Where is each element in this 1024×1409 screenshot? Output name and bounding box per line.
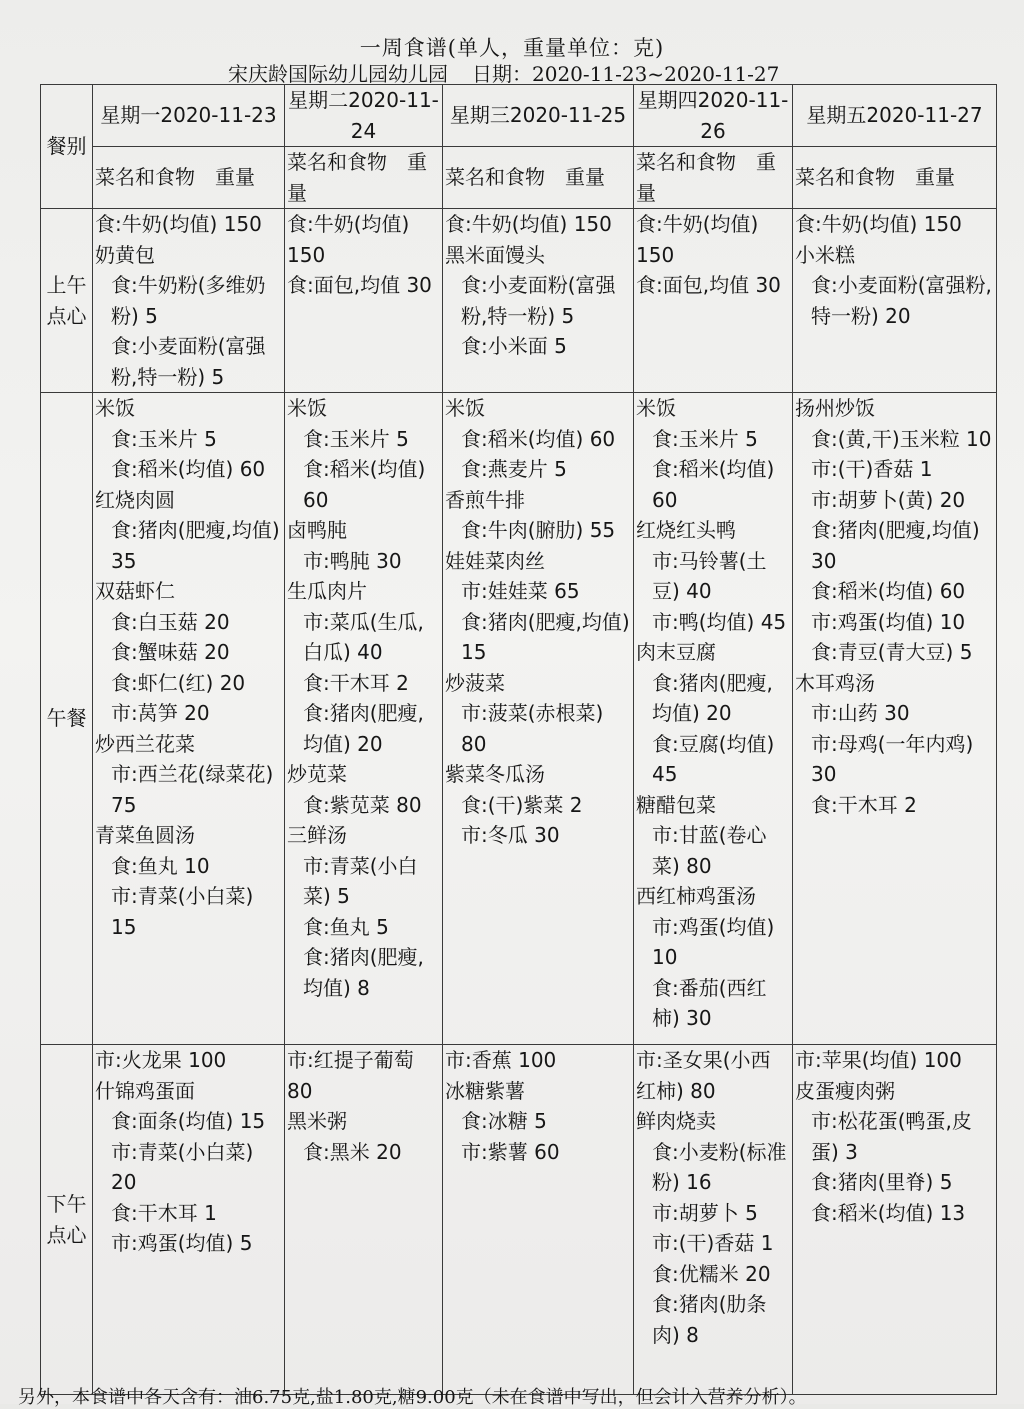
dish-name: 奶黄包 (95, 242, 155, 267)
ingredient-line: 市:菠菜(赤根菜) 80 (461, 701, 610, 756)
ingredient-line: 市:胡萝卜 5 (652, 1200, 758, 1225)
ingredient-line: 食:青豆(青大豆) 5 (811, 640, 973, 664)
ingredient-line: 市:青菜(小白菜) 20 (111, 1139, 260, 1194)
footer-note: 另外，本食谱中各天含有：油6.75克,盐1.80克,糖9.00克（未在食谱中写出，但会计入营养分析）。 (18, 1387, 807, 1408)
ingredient-line: 食:番茄(西红柿) 30 (652, 975, 767, 1030)
ingredient-line: 市:青菜(小白菜) 15 (111, 884, 260, 939)
meal-type-label: 下午点心 (41, 1045, 93, 1395)
date-range: 日期：2020-11-23~2020-11-27 (472, 62, 780, 86)
dish-name: 三鲜汤 (287, 823, 347, 847)
day-header: 星期一2020-11-23 (93, 85, 285, 147)
menu-cell (93, 209, 285, 393)
ingredient-line: 食:优糯米 20 (652, 1261, 771, 1286)
ingredient-line: 市:鸡蛋(均值) 10 (811, 609, 966, 634)
ingredient-line: 食:牛奶粉(多维奶粉) 5 (111, 273, 266, 328)
dish-name: 青菜鱼圆汤 (95, 823, 195, 847)
column-subheader: 菜名和食物 重量 (93, 147, 285, 209)
menu-cell (793, 1045, 997, 1395)
ingredient-line: 市:西兰花(绿菜花) 75 (111, 762, 280, 817)
column-subheader: 菜名和食物 重量 (443, 147, 634, 209)
ingredient-line: 食:牛肉(腑肋) 55 (461, 518, 616, 542)
dish-name: 糖醋包菜 (636, 792, 716, 817)
dish-name: 黑米面馒头 (445, 242, 545, 267)
menu-cell (443, 209, 634, 393)
ingredient-line: 市:鸡蛋(均值) 10 (652, 914, 781, 969)
dish-name: 食:面包,均值 30 (287, 273, 432, 297)
ingredient-line: 食:面条(均值) 15 (111, 1109, 266, 1133)
ingredient-line: 食:紫苋菜 80 (303, 792, 422, 817)
dish-name: 食:面包,均值 30 (636, 273, 781, 297)
dish-name: 红烧红头鸭 (636, 518, 736, 542)
dish-name: 市:香蕉 100 (445, 1048, 557, 1072)
dish-name: 鲜肉烧卖 (636, 1109, 716, 1133)
dish-name: 米饭 (287, 396, 327, 420)
ingredient-line: 食:白玉菇 20 (111, 609, 230, 634)
column-subheader: 菜名和食物 重量 (285, 147, 443, 209)
ingredient-line: 市:鸭肫 30 (303, 548, 402, 573)
ingredient-line: 食:干木耳 2 (811, 792, 917, 817)
menu-cell (443, 1045, 634, 1395)
ingredient-line: 食:虾仁(红) 20 (111, 670, 246, 695)
dish-name: 卤鸭肫 (287, 518, 347, 542)
dish-name: 生瓜肉片 (287, 579, 367, 603)
ingredient-line: 食:小麦面粉(富强粉,特一粉) 5 (461, 273, 616, 328)
ingredient-line: 食:(干)紫菜 2 (461, 792, 583, 817)
dish-name: 双菇虾仁 (95, 579, 175, 603)
dish-name: 西红柿鸡蛋汤 (636, 884, 756, 908)
ingredient-line: 食:猪肉(肥瘦,均值) 20 (652, 670, 773, 725)
ingredient-line: 市:鸡蛋(均值) 5 (111, 1231, 253, 1255)
dish-name: 米饭 (445, 396, 485, 420)
ingredient-line: 市:莴笋 20 (111, 701, 210, 725)
menu-cell (93, 1045, 285, 1395)
page-title: 一周食谱(单人，重量单位：克) (359, 36, 665, 60)
ingredient-line: 市:(干)香菇 1 (652, 1231, 774, 1255)
ingredient-line: 食:玉米片 5 (652, 426, 758, 451)
ingredient-line: 食:(黄,干)玉米粒 10 (811, 426, 992, 451)
dish-name: 市:苹果(均值) 100 (795, 1048, 962, 1072)
day-header-row (41, 85, 997, 147)
ingredient-line: 食:小麦面粉(富强粉,特一粉) 5 (111, 334, 266, 389)
dish-name: 炒西兰花菜 (95, 731, 195, 756)
ingredient-line: 市:鸭(均值) 45 (652, 609, 787, 634)
dish-name: 小米糕 (795, 242, 855, 267)
ingredient-line: 市:松花蛋(鸭蛋,皮蛋) 3 (811, 1109, 972, 1164)
school-name: 宋庆龄国际幼儿园幼儿园 (228, 62, 448, 86)
ingredient-line: 食:稻米(均值) 60 (303, 457, 432, 512)
dish-name: 炒菠菜 (445, 670, 505, 695)
ingredient-line: 食:玉米片 5 (303, 426, 409, 451)
menu-cell (793, 393, 997, 1045)
dish-name: 食:牛奶(均值) 150 (95, 212, 262, 236)
menu-cell (443, 393, 637, 1045)
ingredient-line: 食:猪肉(里脊) 5 (811, 1170, 953, 1194)
ingredient-line: 食:豆腐(均值) 45 (652, 731, 781, 786)
dish-name: 娃娃菜肉丝 (445, 548, 545, 573)
meal-row (41, 209, 997, 393)
column-subheader-row (41, 147, 997, 209)
dish-name: 米饭 (636, 396, 676, 420)
column-subheader: 菜名和食物 重量 (634, 147, 793, 209)
dish-name: 紫菜冬瓜汤 (445, 762, 545, 786)
menu-cell (285, 393, 443, 1045)
dish-name: 红烧肉圆 (95, 487, 175, 512)
dish-name: 食:牛奶(均值) 150 (445, 212, 612, 236)
ingredient-line: 市:娃娃菜 65 (461, 579, 580, 603)
ingredient-line: 食:猪肉(肥瘦,均值) 15 (461, 609, 637, 664)
dish-name: 冰糖紫薯 (445, 1078, 525, 1103)
dish-name: 黑米粥 (287, 1109, 347, 1133)
day-header: 星期四2020-11-26 (634, 85, 793, 147)
menu-cell (634, 1045, 793, 1395)
ingredient-line: 食:鱼丸 10 (111, 853, 210, 878)
dish-name: 香煎牛排 (445, 487, 525, 512)
menu-cell (93, 393, 285, 1045)
menu-cell (285, 209, 443, 393)
meal-type-label: 午餐 (41, 393, 93, 1045)
ingredient-line: 市:母鸡(一年内鸡) 30 (811, 731, 980, 786)
ingredient-line: 食:黑米 20 (303, 1139, 402, 1164)
ingredient-line: 市:冬瓜 30 (461, 823, 560, 847)
day-header: 星期二2020-11-24 (285, 85, 443, 147)
ingredient-line: 食:稻米(均值) 60 (811, 579, 966, 603)
dish-name: 市:红提子葡萄 80 (287, 1048, 421, 1103)
dish-name: 什锦鸡蛋面 (95, 1078, 195, 1103)
menu-cell (634, 209, 793, 393)
ingredient-line: 市:甘蓝(卷心菜) 80 (652, 823, 767, 878)
ingredient-line: 食:干木耳 2 (303, 670, 409, 695)
meal-type-header: 餐别 (41, 85, 93, 209)
ingredient-line: 食:猪肉(肋条肉) 8 (652, 1292, 767, 1347)
ingredient-line: 市:青菜(小白菜) 5 (303, 853, 418, 908)
weekly-menu-table (40, 84, 997, 1395)
dish-name: 米饭 (95, 396, 135, 420)
ingredient-line: 食:猪肉(肥瘦,均值) 30 (811, 518, 987, 573)
dish-name: 皮蛋瘦肉粥 (795, 1078, 895, 1103)
dish-name: 食:牛奶(均值) 150 (287, 212, 416, 267)
ingredient-line: 食:稻米(均值) 60 (652, 457, 781, 512)
ingredient-line: 食:稻米(均值) 60 (111, 457, 266, 481)
page-subtitle (228, 58, 928, 87)
ingredient-line: 市:山药 30 (811, 701, 910, 725)
ingredient-line: 食:小麦面粉(富强粉,特一粉) 20 (811, 273, 992, 328)
day-header: 星期三2020-11-25 (443, 85, 634, 147)
dish-name: 市:圣女果(小西红柿) 80 (636, 1048, 771, 1103)
ingredient-line: 食:猪肉(肥瘦,均值) 8 (303, 945, 424, 1000)
ingredient-line: 食:小麦粉(标准粉) 16 (652, 1139, 787, 1194)
ingredient-line: 食:稻米(均值) 60 (461, 426, 616, 451)
ingredient-line: 食:玉米片 5 (111, 426, 217, 451)
dish-name: 肉末豆腐 (636, 640, 716, 664)
dish-name: 市:火龙果 100 (95, 1048, 227, 1072)
ingredient-line: 市:菜瓜(生瓜,白瓜) 40 (303, 609, 424, 664)
dish-name: 扬州炒饭 (795, 396, 875, 420)
ingredient-line: 食:蟹味菇 20 (111, 640, 230, 664)
ingredient-line: 市:紫薯 60 (461, 1139, 560, 1164)
meal-row (41, 1045, 997, 1395)
ingredient-line: 食:冰糖 5 (461, 1109, 547, 1133)
ingredient-line: 食:鱼丸 5 (303, 914, 389, 939)
dish-name: 食:牛奶(均值) 150 (795, 212, 962, 236)
ingredient-line: 食:干木耳 1 (111, 1200, 217, 1225)
dish-name: 食:牛奶(均值) 150 (636, 212, 765, 267)
menu-cell (793, 209, 997, 393)
menu-cell (634, 393, 793, 1045)
ingredient-line: 市:胡萝卜(黄) 20 (811, 487, 966, 512)
dish-name: 炒苋菜 (287, 762, 347, 786)
ingredient-line: 食:猪肉(肥瘦,均值) 35 (111, 518, 287, 573)
ingredient-line: 市:马铃薯(土豆) 40 (652, 548, 767, 603)
ingredient-line: 食:燕麦片 5 (461, 457, 567, 481)
ingredient-line: 食:稻米(均值) 13 (811, 1200, 966, 1225)
menu-cell (285, 1045, 443, 1395)
ingredient-line: 食:猪肉(肥瘦,均值) 20 (303, 701, 424, 756)
meal-row (41, 393, 997, 1045)
ingredient-line: 食:小米面 5 (461, 334, 567, 358)
ingredient-line: 市:(干)香菇 1 (811, 457, 933, 481)
day-header: 星期五2020-11-27 (793, 85, 997, 147)
column-subheader: 菜名和食物 重量 (793, 147, 997, 209)
meal-type-label: 上午点心 (41, 209, 93, 393)
dish-name: 木耳鸡汤 (795, 670, 875, 695)
